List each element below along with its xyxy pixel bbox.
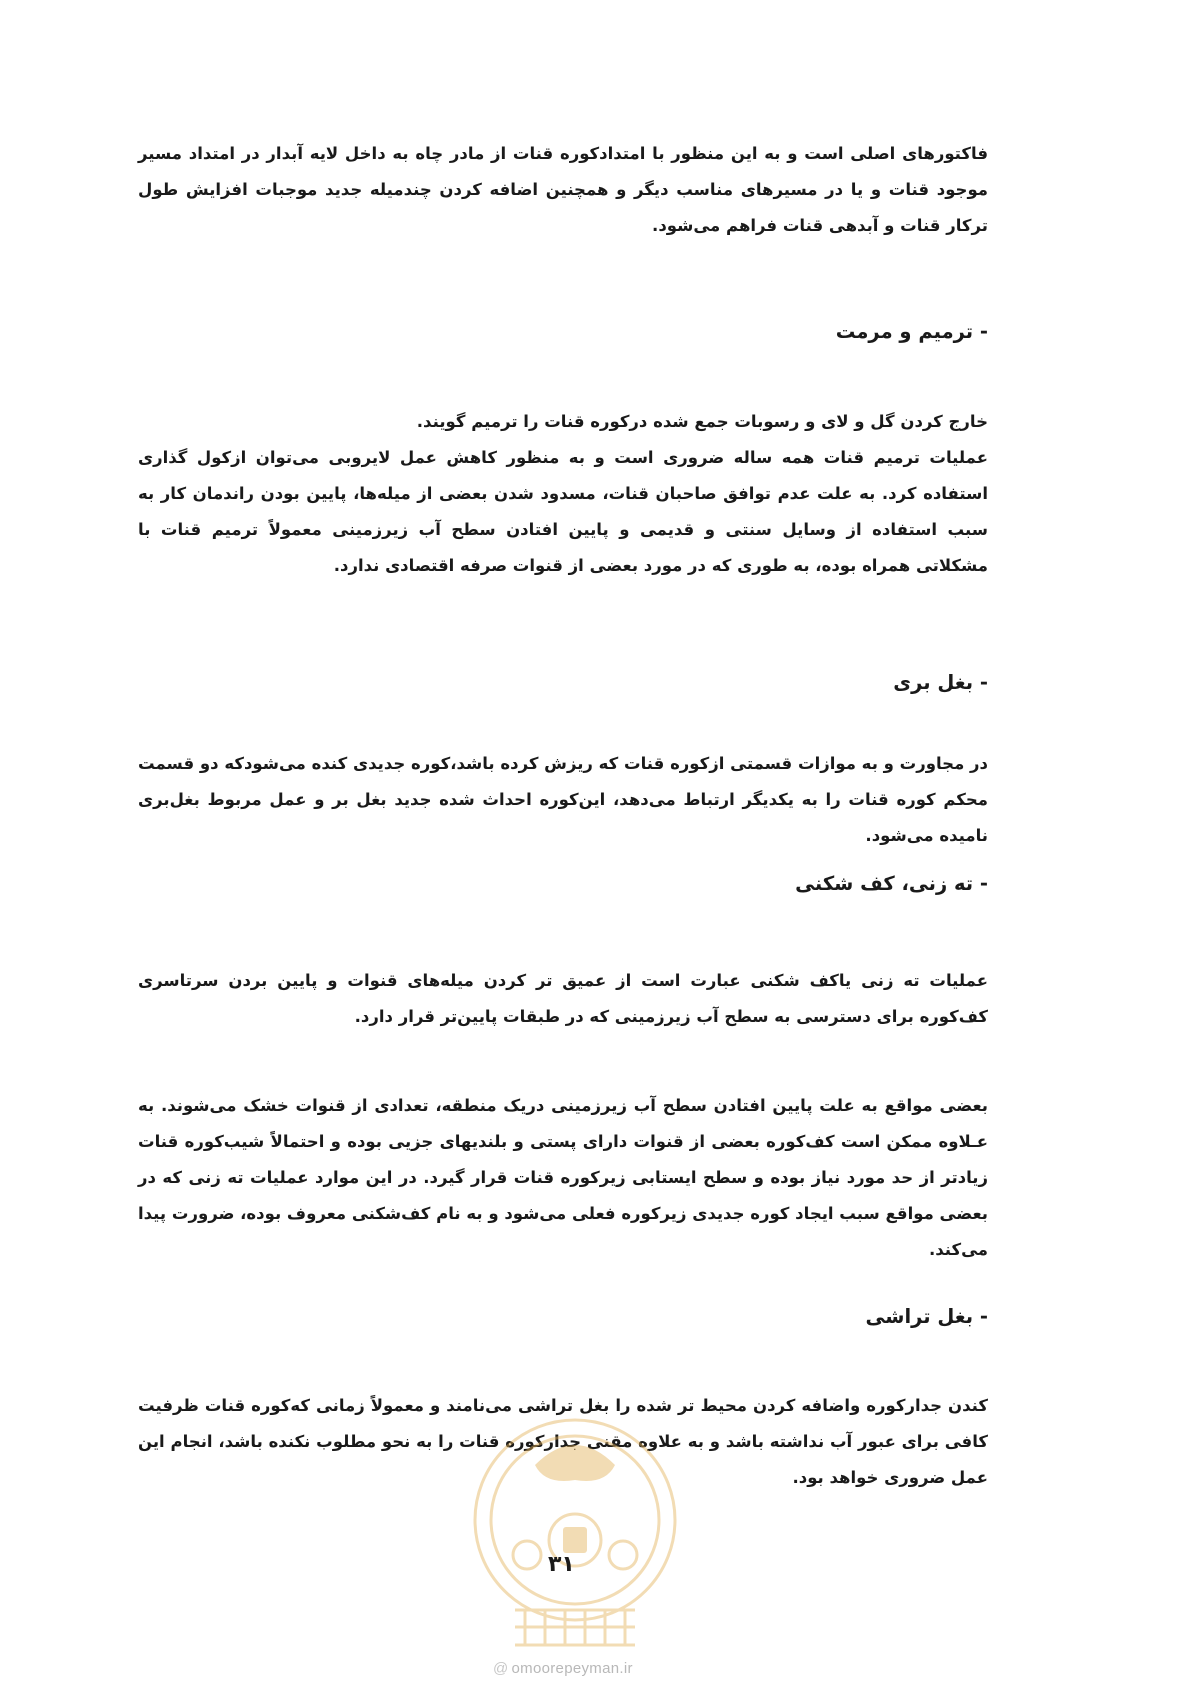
paragraph-text: فاکتورهای اصلی است و به این منظور با امتدادکوره قنات از مادر چاه به داخل لایه آبدار در امتداد مسیر موجود قنات و یا در مسیرهای مناسب دیگر و همچنین اضافه کردن چندمیله جدید موجبات افزایش طول ترکار قنات و آبدهی قنات فراهم می‌شود. (138, 144, 988, 235)
heading-repair-maintenance: - ترمیم و مرمت (835, 320, 988, 343)
publisher-seal-watermark (465, 1395, 685, 1655)
footer-website-text: omoorepeyman.ir (511, 1660, 633, 1677)
paragraph-text: در مجاورت و به موازات قسمتی ازکوره قنات که ریزش کرده باشد،کوره جدیدی کنده می‌شودکه دو قسمت محکم کوره قنات را به یکدیگر ارتباط می‌دهد، این‌کوره احداث شده جدید بغل بر و عمل مربوط بغل‌بری نامیده می‌شود. (138, 754, 988, 845)
paragraph-deepening (138, 963, 988, 1035)
at-icon: @ (493, 1660, 509, 1677)
paragraph-text: عملیات ترمیم قنات همه ساله ضروری است و به منظور کاهش عمل لایروبی می‌توان ازکول گذاری استفاده کرد. به علت عدم توافق صاحبان قنات، مسدود شدن بعضی از میله‌ها، پایین بودن راندمان کار به سبب استفاده از وسایل سنتی و قدیمی و پایین افتادن سطح آب زیرزمینی معمولاً ترمیم قنات با مشکلاتی همراه بوده، به طوری که در مورد بعضی از قنوات صرفه اقتصادی ندارد. (138, 448, 988, 575)
footer-website (493, 1660, 633, 1677)
paragraph-qanat-extension (138, 136, 988, 244)
paragraph-repair (138, 404, 988, 584)
paragraph-text: بعضی مواقع به علت پایین افتادن سطح آب زیرزمینی دریک منطقه، تعدادی از قنوات خشک می‌شوند. به عـلاوه ممکن است کف‌کوره بعضی از قنوات دارای پستی و بلندیهای جزیی بوده و احتمالاً شیب‌کوره قنات زیادتر از حد مورد نیاز بوده و سطح ایستابی زیرکوره قنات قرار گیرد. در این موارد عملیات ته زنی که در بعضی مواقع سبب ایجاد کوره جدیدی زیرکوره فعلی می‌شود و به نام کف‌شکنی معروف بوده، ضرورت پیدا می‌کند. (138, 1096, 988, 1259)
paragraph-bypass (138, 746, 988, 854)
heading-wall-scraping: - بغل تراشی (865, 1305, 988, 1328)
heading-bypass: - بغل بری (893, 671, 988, 694)
paragraph-text: کندن جدارکوره واضافه کردن محیط تر شده را بغل تراشی می‌نامند و معمولاً زمانی که‌کوره قنات ظرفیت کافی برای عبور آب نداشته باشد و به علاوه مقنی جدارکوره قنات را به نحو مطلوب نکنده باشد، انجام این عمل ضروری خواهد بود. (138, 1396, 988, 1487)
paragraph-text: خارج کردن گل و لای و رسوبات جمع شده درکوره قنات را ترمیم گویند. (416, 412, 988, 431)
paragraph-text: عملیات ته زنی یاکف شکنی عبارت است از عمیق تر کردن میله‌های قنوات و پایین بردن سرتاسری کف‌کوره برای دسترسی به سطح آب زیرزمینی که در طبقات پایین‌تر قرار دارد. (138, 971, 988, 1026)
heading-deepening: - ته زنی، کف شکنی (795, 872, 988, 895)
paragraph-dry-qanats (138, 1088, 988, 1268)
page-number: ۳۱ (548, 1552, 575, 1577)
